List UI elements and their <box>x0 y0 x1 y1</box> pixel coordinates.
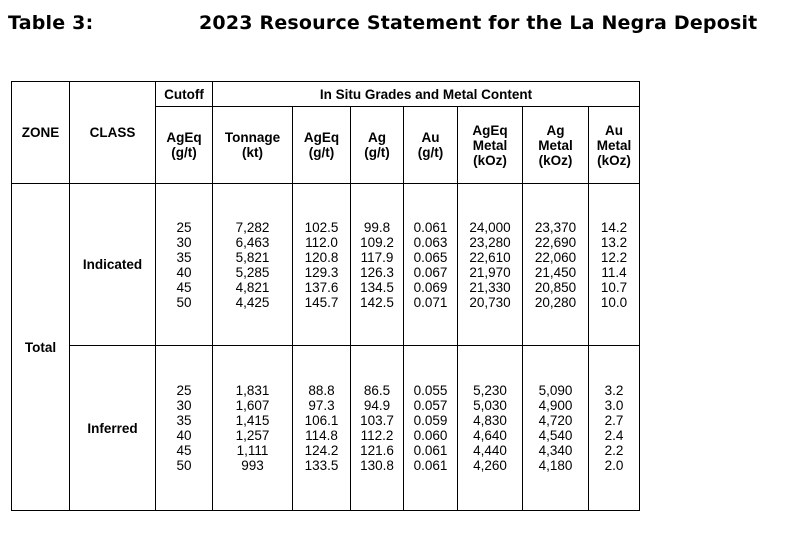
table-cell: 4,540 <box>538 428 573 443</box>
column-header <box>351 107 404 184</box>
table-cell: 4,900 <box>538 398 573 413</box>
table-cell: 50 <box>176 294 192 310</box>
table-cell: 6,463 <box>235 234 270 250</box>
zone-header: ZONE <box>12 82 70 184</box>
table-cell: 112.2 <box>360 428 394 443</box>
table-cell: 22,690 <box>534 234 577 250</box>
column-header-line: Metal <box>596 137 632 153</box>
column-header <box>458 107 523 184</box>
values-ageq <box>293 346 351 511</box>
table-cell: 2.0 <box>604 458 624 473</box>
column-header-line: (kOz) <box>597 152 631 168</box>
table-cell: 0.067 <box>413 264 448 280</box>
table-cell: 11.4 <box>601 264 627 280</box>
table-cell: 12.2 <box>600 249 628 265</box>
values-cutoff <box>156 346 213 511</box>
column-header-line: (g/t) <box>417 145 444 160</box>
table-cell: 35 <box>176 249 192 265</box>
table-cell: 5,030 <box>473 398 507 413</box>
table-cell: 45 <box>176 279 192 295</box>
table-cell: 30 <box>176 234 192 250</box>
table-cell: 145.7 <box>304 294 339 310</box>
table-cell: 106.1 <box>304 413 339 428</box>
table-cell: 3.0 <box>604 398 624 413</box>
table-cell: 1,415 <box>235 413 270 428</box>
table-cell: 114.8 <box>305 428 338 443</box>
table-cell: 0.069 <box>413 279 448 295</box>
table-cell: 2.2 <box>604 443 624 458</box>
class-cell: Indicated <box>70 184 156 346</box>
values-ageq-metal <box>458 346 523 511</box>
table-cell: 0.055 <box>413 383 448 398</box>
table-cell: 7,282 <box>235 219 270 235</box>
column-header-line: (g/t) <box>171 145 197 160</box>
column-header-line: (g/t) <box>364 145 390 160</box>
table-cell: 25 <box>176 219 192 235</box>
column-header-line: AgEq <box>472 122 508 138</box>
table-cell: 45 <box>176 443 192 458</box>
table-cell: 130.8 <box>360 458 394 473</box>
values-ag <box>351 346 404 511</box>
table-cell: 23,370 <box>534 219 577 235</box>
table-cell: 134.5 <box>360 279 394 295</box>
column-header-line: Metal <box>538 137 573 153</box>
values-cutoff <box>156 184 213 346</box>
column-header-line: (g/t) <box>308 145 335 160</box>
table-cell: 0.065 <box>413 249 448 265</box>
table-cell: 0.061 <box>413 443 448 458</box>
table-cell: 3.2 <box>604 383 624 398</box>
column-header-line: Ag <box>368 130 386 145</box>
table-cell: 0.071 <box>413 294 448 310</box>
table-cell: 22,610 <box>469 249 511 265</box>
table-cell: 10.0 <box>600 294 628 310</box>
table-cell: 2.7 <box>604 413 624 428</box>
table-cell: 50 <box>176 458 192 473</box>
column-header <box>293 107 351 184</box>
column-header-line: (kOz) <box>473 152 507 168</box>
table-label: Table 3: <box>8 12 94 34</box>
column-header-line: AgEq <box>303 130 340 145</box>
table-cell: 102.5 <box>304 219 339 235</box>
table-cell: 4,425 <box>235 294 270 310</box>
table-cell: 88.8 <box>308 383 335 398</box>
table-cell: 4,720 <box>538 413 573 428</box>
values-au <box>404 184 458 346</box>
table-cell: 20,730 <box>469 294 511 310</box>
cutoff-header: Cutoff <box>156 82 213 107</box>
table-cell: 103.7 <box>360 413 394 428</box>
table-cell: 97.3 <box>308 398 335 413</box>
column-header-line: Au <box>605 122 623 138</box>
table-cell: 40 <box>176 428 192 443</box>
table-cell: 21,970 <box>469 264 511 280</box>
table-cell: 129.3 <box>304 264 339 280</box>
table-cell: 109.2 <box>360 234 394 250</box>
table-cell: 4,180 <box>538 458 573 473</box>
table-cell: 23,280 <box>469 234 511 250</box>
table-cell: 142.5 <box>360 294 394 310</box>
table-cell: 993 <box>241 458 264 473</box>
table-cell: 0.059 <box>413 413 448 428</box>
table-cell: 4,440 <box>473 443 507 458</box>
table-cell: 35 <box>176 413 192 428</box>
table-cell: 0.063 <box>413 234 448 250</box>
table-cell: 14.2 <box>600 219 628 235</box>
table-cell: 94.9 <box>363 398 391 413</box>
table-cell: 117.9 <box>360 249 394 265</box>
table-cell: 20,850 <box>534 279 577 295</box>
insitu-header: In Situ Grades and Metal Content <box>213 82 640 107</box>
table-cell: 1,831 <box>235 383 270 398</box>
values-au-metal <box>589 184 640 346</box>
table-cell: 20,280 <box>534 294 577 310</box>
table-cell: 5,230 <box>473 383 507 398</box>
table-cell: 4,340 <box>538 443 573 458</box>
column-header <box>213 107 293 184</box>
column-header <box>523 107 589 184</box>
values-tonnage <box>213 346 293 511</box>
table-cell: 5,821 <box>235 249 270 265</box>
column-header-line: (kt) <box>242 145 263 160</box>
resource-table <box>11 81 640 511</box>
table-cell: 0.061 <box>413 219 448 235</box>
values-ageq <box>293 184 351 346</box>
table-cell: 5,285 <box>235 264 270 280</box>
table-cell: 4,260 <box>473 458 507 473</box>
column-header <box>589 107 640 184</box>
column-header-line: Metal <box>472 137 508 153</box>
values-ag-metal <box>523 184 589 346</box>
table-cell: 21,330 <box>469 279 511 295</box>
table-cell: 86.5 <box>363 383 391 398</box>
table-cell: 120.8 <box>304 249 339 265</box>
table-cell: 137.6 <box>304 279 339 295</box>
values-au-metal <box>589 346 640 511</box>
table-cell: 1,257 <box>235 428 270 443</box>
zone-cell: Total <box>12 184 70 511</box>
values-tonnage <box>213 184 293 346</box>
column-header-line: Au <box>421 130 440 145</box>
values-ageq-metal <box>458 184 523 346</box>
table-cell: 24,000 <box>469 219 511 235</box>
column-header-line: AgEq <box>166 130 202 145</box>
values-ag-metal <box>523 346 589 511</box>
column-header-line: Ag <box>546 122 565 138</box>
column-header <box>404 107 458 184</box>
values-au <box>404 346 458 511</box>
table-cell: 99.8 <box>363 219 391 235</box>
class-cell: Inferred <box>70 346 156 511</box>
table-cell: 133.5 <box>304 458 339 473</box>
table-cell: 4,640 <box>473 428 507 443</box>
table-cell: 10.7 <box>600 279 628 295</box>
table-cell: 22,060 <box>534 249 577 265</box>
table-cell: 21,450 <box>534 264 577 280</box>
table-cell: 124.2 <box>304 443 339 458</box>
table-cell: 1,607 <box>235 398 270 413</box>
table-cell: 4,821 <box>235 279 270 295</box>
table-cell: 13.2 <box>600 234 628 250</box>
table-cell: 5,090 <box>538 383 573 398</box>
table-cell: 40 <box>176 264 192 280</box>
table-title: 2023 Resource Statement for the La Negra Deposit <box>199 12 758 34</box>
table-cell: 112.0 <box>305 234 338 250</box>
table-cell: 25 <box>176 383 192 398</box>
table-cell: 121.6 <box>360 443 394 458</box>
table-cell: 0.060 <box>413 428 448 443</box>
table-cell: 4,830 <box>473 413 507 428</box>
table-cell: 0.057 <box>413 398 448 413</box>
table-cell: 2.4 <box>604 428 624 443</box>
table-cell: 0.061 <box>413 458 448 473</box>
column-header <box>156 107 213 184</box>
table-cell: 30 <box>176 398 192 413</box>
column-header-line: (kOz) <box>538 152 573 168</box>
column-header-line: Tonnage <box>224 130 281 145</box>
class-header: CLASS <box>70 82 156 184</box>
table-cell: 1,111 <box>236 443 269 458</box>
values-ag <box>351 184 404 346</box>
table-cell: 126.3 <box>360 264 394 280</box>
